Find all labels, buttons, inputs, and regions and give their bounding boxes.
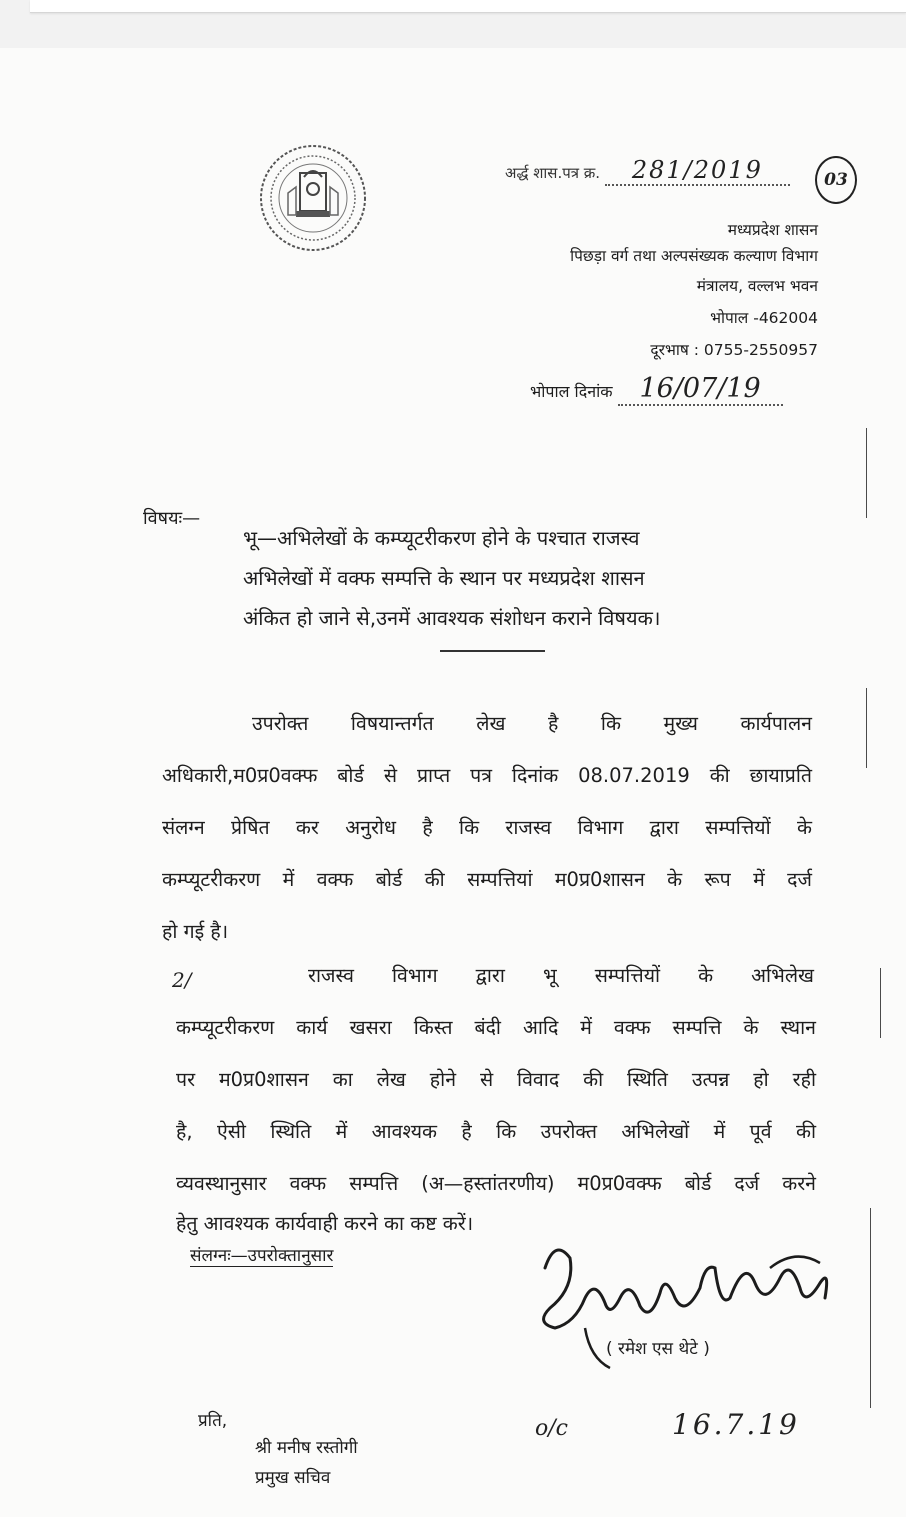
margin-line — [870, 1208, 871, 1408]
subject-text — [243, 518, 783, 638]
top-toolbar-edge — [30, 0, 906, 13]
margin-line — [880, 968, 881, 1038]
para2-line: है, ऐसी स्थिति में आवश्यक है कि उपरोक्त अभिलेखों में पूर्व की — [176, 1120, 816, 1143]
signatory-name: ( रमेश एस थेटे ) — [606, 1339, 710, 1359]
para2-number: 2/ — [172, 968, 192, 992]
subject-label: विषयः— — [143, 508, 201, 529]
handwritten-date: 16.7.19 — [672, 1408, 800, 1441]
reference-line — [505, 156, 790, 186]
para2-line: हेतु आवश्यक कार्यवाही करने का कष्ट करें। — [176, 1212, 474, 1235]
enclosure-note: संलग्नः—उपरोक्तानुसार — [190, 1243, 333, 1267]
subject-divider — [440, 650, 545, 652]
para1-line: हो गई है। — [162, 920, 229, 943]
recipient-name: श्री मनीष रस्तोगी — [255, 1438, 358, 1458]
para1-line: संलग्न प्रेषित कर अनुरोध है कि राजस्व विभाग द्वारा सम्पत्तियों के — [162, 816, 812, 839]
para2-line: राजस्व विभाग द्वारा भू सम्पत्तियों के अभिलेख — [308, 964, 814, 987]
margin-line — [866, 688, 867, 768]
letter-page — [0, 48, 906, 1517]
para1-line: कम्प्यूटरीकरण में वक्फ बोर्ड की सम्पत्तियां म0प्र0शासन के रूप में दर्ज — [162, 868, 812, 891]
para1-line: उपरोक्त विषयान्तर्गत लेख है कि मुख्य कार्यपालन — [252, 712, 812, 735]
header-department: पिछड़ा वर्ग तथा अल्पसंख्यक कल्याण विभाग — [570, 247, 818, 265]
subject-line: अभिलेखों में वक्फ सम्पत्ति के स्थान पर मध्यप्रदेश शासन — [243, 566, 645, 590]
margin-line — [866, 428, 867, 518]
date-label: भोपाल दिनांक — [530, 382, 613, 401]
header-city: भोपाल -462004 — [710, 309, 818, 327]
oc-annotation: o/c — [535, 1416, 568, 1441]
reference-number: 281/2019 — [605, 156, 790, 186]
subject-line: अंकित हो जाने से,उनमें आवश्यक संशोधन कराने विषयक। — [243, 606, 661, 630]
recipient-designation: प्रमुख सचिव — [255, 1468, 331, 1488]
subject-line: भू—अभिलेखों के कम्प्यूटरीकरण होने के पश्चात राजस्व — [243, 526, 640, 550]
recipient-block — [255, 1433, 358, 1493]
recipient-prefix: प्रति, — [198, 1411, 228, 1431]
government-seal-icon — [258, 143, 368, 253]
para2-line: कम्प्यूटरीकरण कार्य खसरा किस्त बंदी आदि में वक्फ सम्पत्ति के स्थान — [176, 1016, 816, 1039]
header-ministry: मंत्रालय, वल्लभ भवन — [696, 277, 818, 295]
page-number-circle: 03 — [815, 156, 857, 204]
para1-line: अधिकारी,म0प्र0वक्फ बोर्ड से प्राप्त पत्र दिनांक 08.07.2019 की छायाप्रति — [162, 764, 812, 787]
header-state: मध्यप्रदेश शासन — [727, 221, 818, 239]
reference-label: अर्द्ध शास.पत्र क्र. — [505, 164, 601, 182]
para2-line: व्यवस्थानुसार वक्फ सम्पत्ति (अ—हस्तांतरणीय) म0प्र0वक्फ बोर्ड दर्ज करने — [176, 1172, 816, 1195]
date-value: 16/07/19 — [618, 373, 783, 406]
para2-line: पर म0प्र0शासन का लेख होने से विवाद की स्थिति उत्पन्न हो रही — [176, 1068, 816, 1091]
header-phone: दूरभाष : 0755-2550957 — [650, 341, 818, 359]
date-line — [530, 373, 783, 406]
